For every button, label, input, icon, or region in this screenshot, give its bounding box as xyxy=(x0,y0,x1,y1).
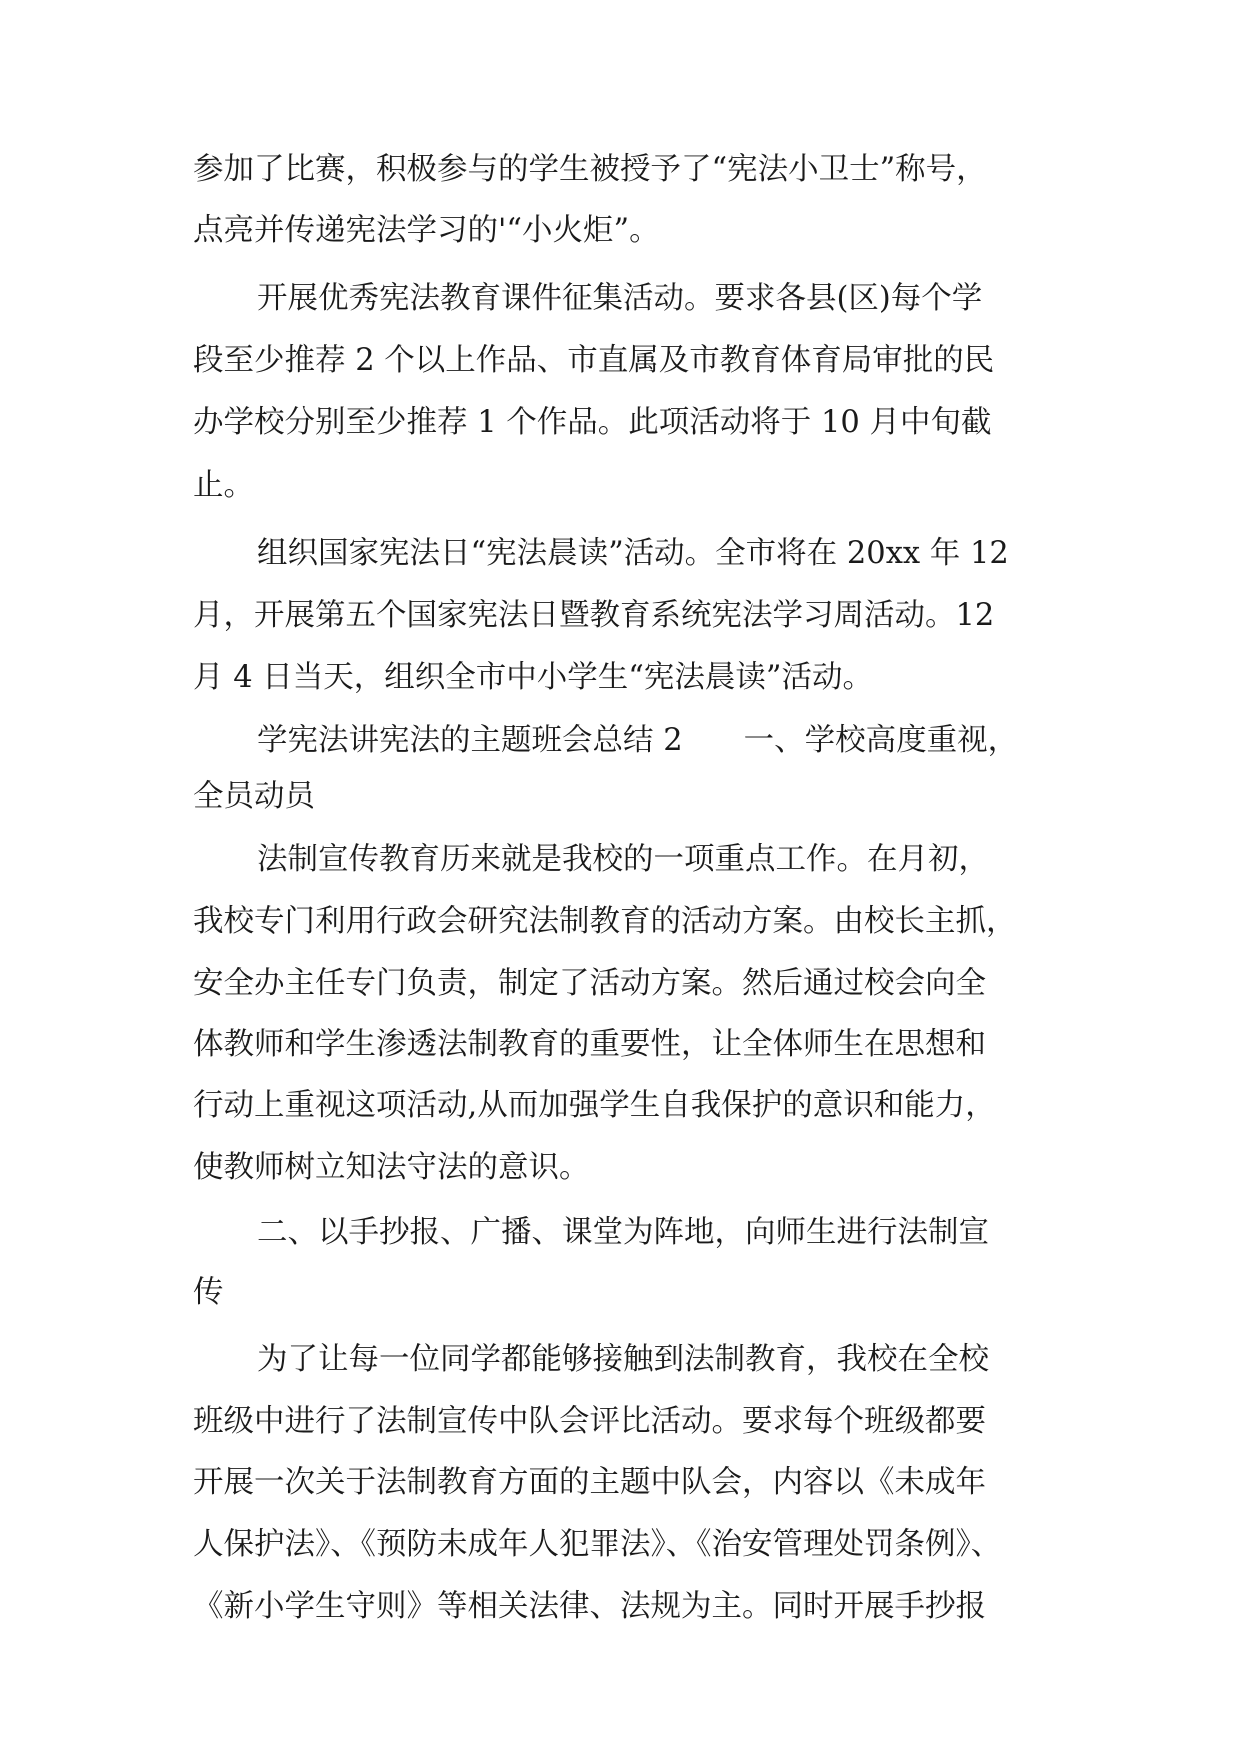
text-line: 办学校分别至少推荐 1 个作品。此项活动将于 10 月中旬截 xyxy=(193,405,992,440)
text-line: 点亮并传递宪法学习的'“小火炬”。 xyxy=(193,213,660,248)
text-line: 月，开展第五个国家宪法日暨教育系统宪法学习周活动。12 xyxy=(193,598,995,633)
text-line: 全员动员 xyxy=(193,779,315,814)
text-line: 使教师树立知法守法的意识。 xyxy=(193,1150,590,1185)
text-line: 人保护法》、《预防未成年人犯罪法》、《治安管理处罚条例》、 xyxy=(193,1527,1002,1562)
text-line: 《新小学生守则》等相关法律、法规为主。同时开展手抄报 xyxy=(193,1589,986,1624)
text-line: 法制宣传教育历来就是我校的一项重点工作。在月初， xyxy=(257,842,989,877)
text-line: 学宪法讲宪法的主题班会总结 2 一、学校高度重视， xyxy=(257,723,1019,758)
text-line: 安全办主任专门负责，制定了活动方案。然后通过校会向全 xyxy=(193,966,986,1001)
text-line: 段至少推荐 2 个以上作品、市直属及市教育体育局审批的民 xyxy=(193,343,995,378)
text-line: 为了让每一位同学都能够接触到法制教育，我校在全校 xyxy=(257,1342,989,1377)
text-line: 传 xyxy=(193,1275,224,1310)
text-line: 行动上重视这项活动,从而加强学生自我保护的意识和能力， xyxy=(193,1088,996,1123)
text-line: 我校专门利用行政会研究法制教育的活动方案。由校长主抓， xyxy=(193,904,1017,939)
text-line: 二、以手抄报、广播、课堂为阵地，向师生进行法制宣 xyxy=(257,1215,989,1250)
text-line: 参加了比赛，积极参与的学生被授予了“宪法小卫士”称号， xyxy=(193,152,987,187)
text-line: 开展一次关于法制教育方面的主题中队会，内容以《未成年 xyxy=(193,1465,986,1500)
text-line: 班级中进行了法制宣传中队会评比活动。要求每个班级都要 xyxy=(193,1404,986,1439)
text-line: 组织国家宪法日“宪法晨读”活动。全市将在 20xx 年 12 xyxy=(257,536,1009,571)
text-line: 开展优秀宪法教育课件征集活动。要求各县(区)每个学 xyxy=(257,281,983,316)
text-line: 月 4 日当天，组织全市中小学生“宪法晨读”活动。 xyxy=(193,660,873,695)
text-line: 体教师和学生渗透法制教育的重要性，让全体师生在思想和 xyxy=(193,1027,986,1062)
text-line: 止。 xyxy=(193,468,254,503)
